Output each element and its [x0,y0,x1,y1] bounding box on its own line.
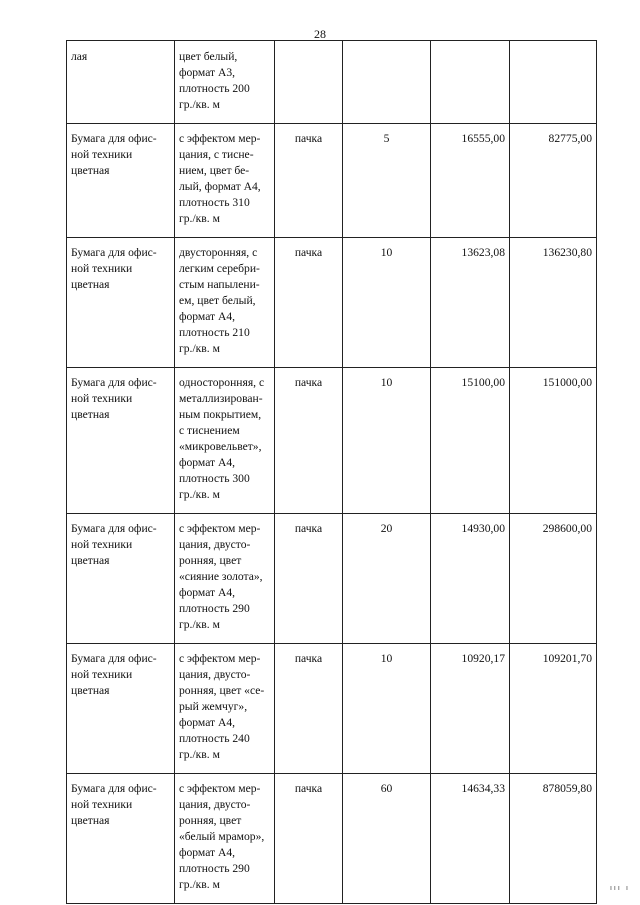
item-price: 14634,33 [431,774,510,904]
item-unit: пачка [275,368,343,514]
item-unit: пачка [275,514,343,644]
item-total [510,41,597,124]
item-total: 878059,80 [510,774,597,904]
item-price: 15100,00 [431,368,510,514]
item-total: 82775,00 [510,124,597,238]
table-row [67,644,597,774]
product-table [66,40,597,904]
item-total: 136230,80 [510,238,597,368]
item-name: Бумага для офис- ной техники цветная [67,238,175,368]
footer-scan-mark: ııı ı [609,884,630,892]
item-price: 14930,00 [431,514,510,644]
item-name: Бумага для офис- ной техники цветная [67,774,175,904]
table-row [67,238,597,368]
item-spec: с эффектом мер- цания, двусто- ронняя, цвет «се- рый жемчуг», формат А4, плотность 240 гр./кв. м [175,644,275,774]
item-price: 16555,00 [431,124,510,238]
item-name: Бумага для офис- ной техники цветная [67,644,175,774]
item-spec: односторонняя, с металлизирован- ным покрытием, с тиснением «микровельвет», формат А4, плотность 300 гр./кв. м [175,368,275,514]
table-row [67,124,597,238]
item-unit [275,41,343,124]
item-spec: с эффектом мер- цания, с тисне- нием, цвет бе- лый, формат А4, плотность 310 гр./кв. м [175,124,275,238]
table-row [67,41,597,124]
item-quantity: 60 [343,774,431,904]
table-row [67,514,597,644]
page-number: 28 [314,27,326,41]
item-quantity: 10 [343,238,431,368]
item-price: 13623,08 [431,238,510,368]
item-total: 109201,70 [510,644,597,774]
item-name: Бумага для офис- ной техники цветная [67,368,175,514]
item-quantity [343,41,431,124]
item-total: 298600,00 [510,514,597,644]
item-price: 10920,17 [431,644,510,774]
item-name: Бумага для офис- ной техники цветная [67,124,175,238]
item-quantity: 10 [343,644,431,774]
item-price [431,41,510,124]
item-spec: двусторонняя, с легким серебри- стым напылени- ем, цвет белый, формат А4, плотность 210 гр./кв. м [175,238,275,368]
item-quantity: 5 [343,124,431,238]
item-quantity: 20 [343,514,431,644]
item-quantity: 10 [343,368,431,514]
item-name: лая [67,41,175,124]
item-total: 151000,00 [510,368,597,514]
item-spec: цвет белый, формат А3, плотность 200 гр./кв. м [175,41,275,124]
item-spec: с эффектом мер- цания, двусто- ронняя, цвет «сияние золота», формат А4, плотность 290 гр./кв. м [175,514,275,644]
item-spec: с эффектом мер- цания, двусто- ронняя, цвет «белый мрамор», формат А4, плотность 290 гр./кв. м [175,774,275,904]
table-row [67,774,597,904]
item-unit: пачка [275,774,343,904]
table-row [67,368,597,514]
item-unit: пачка [275,644,343,774]
item-unit: пачка [275,238,343,368]
item-unit: пачка [275,124,343,238]
item-name: Бумага для офис- ной техники цветная [67,514,175,644]
